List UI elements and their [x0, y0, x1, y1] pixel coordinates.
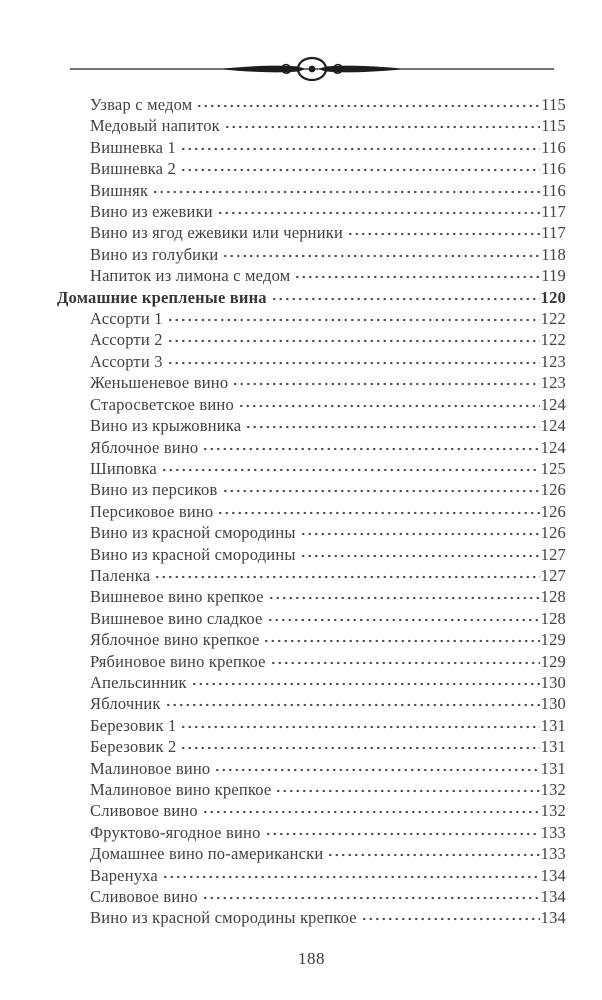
toc-entry: [57, 244, 566, 265]
toc-entry-page: 125: [540, 458, 566, 478]
toc-entry-title: Шиповка: [90, 458, 157, 478]
toc-entry-title: Фруктово-ягодное вино: [90, 822, 261, 842]
toc-entry-title: Вино из красной смородины: [90, 523, 296, 543]
toc-entry: [57, 415, 566, 436]
toc-entry-title: Ассорти 1: [90, 309, 163, 329]
toc-entry-page: 126: [540, 523, 566, 543]
toc-entry-title: Домашние крепленые вина: [57, 287, 267, 307]
toc-entry: [57, 222, 566, 243]
toc-entry-page: 134: [540, 887, 566, 907]
toc-entry: [57, 329, 566, 350]
toc-entry-title: Рябиновое вино крепкое: [90, 651, 266, 671]
toc-leader-dots: [180, 738, 539, 752]
toc-entry-title: Березовик 1: [90, 715, 177, 735]
toc-entry: [57, 715, 566, 736]
toc-entry-page: 122: [540, 330, 566, 350]
toc-entry: [57, 865, 566, 886]
toc-leader-dots: [214, 760, 539, 774]
toc-entry: [57, 758, 566, 779]
toc-leader-dots: [165, 695, 540, 709]
toc-entry-page: 122: [540, 309, 566, 329]
toc-entry: [57, 822, 566, 843]
toc-entry: [57, 886, 566, 907]
toc-entry: [57, 586, 566, 607]
toc-entry-title: Варенуха: [90, 865, 158, 885]
toc-leader-dots: [154, 567, 539, 581]
toc-entry-title: Березовик 2: [90, 737, 177, 757]
toc-entry-title: Ассорти 2: [90, 330, 163, 350]
toc-entry-page: 115: [541, 95, 566, 114]
toc-entry: [57, 458, 566, 479]
toc-entry-title: Вино из ежевики: [90, 202, 213, 222]
toc-leader-dots: [271, 289, 540, 303]
toc-entry-title: Напиток из лимона с медом: [90, 266, 291, 286]
toc-leader-dots: [245, 417, 539, 431]
toc-leader-dots: [268, 588, 540, 602]
toc-leader-dots: [267, 610, 540, 624]
toc-entry-title: Вино из ягод ежевики или черники: [90, 223, 343, 243]
toc-leader-dots: [238, 396, 540, 410]
toc-leader-dots: [191, 674, 540, 688]
toc-leader-dots: [217, 203, 540, 217]
toc-entry: [57, 351, 566, 372]
toc-entry-title: Яблочник: [90, 694, 161, 714]
toc-entry-page: 124: [540, 437, 566, 457]
toc-entry-page: 124: [540, 394, 566, 414]
page-number: 188: [298, 948, 325, 968]
toc-entry-title: Узвар с медом: [90, 95, 193, 114]
toc-entry-page: 120: [540, 287, 566, 307]
toc-entry: [57, 394, 566, 415]
toc-entry-title: Вишняк: [90, 180, 149, 200]
toc-entry: [57, 501, 566, 522]
toc-leader-dots: [167, 353, 540, 367]
toc-entry-title: Старосветское вино: [90, 394, 234, 414]
toc-entry-page: 134: [540, 865, 566, 885]
toc-entry-page: 132: [540, 801, 566, 821]
toc-entry-page: 131: [540, 758, 566, 778]
toc-entry: [57, 843, 566, 864]
toc-entry-page: 133: [540, 822, 566, 842]
toc-entry-title: Вино из красной смородины: [90, 544, 296, 564]
toc-entry-page: 127: [540, 565, 566, 585]
toc-entry: [57, 565, 566, 586]
toc-leader-dots: [217, 503, 539, 517]
toc-section-header: [57, 287, 566, 308]
toc-entry-page: 131: [540, 737, 566, 757]
toc-entry-title: Вишневое вино крепкое: [90, 587, 264, 607]
toc-entry-page: 127: [540, 544, 566, 564]
toc-entry: [57, 907, 566, 928]
floral-divider-icon: [68, 52, 556, 86]
toc-entry-title: Женьшеневое вино: [90, 373, 229, 393]
toc-entry: [57, 115, 566, 136]
toc-entry-page: 128: [540, 587, 566, 607]
toc-leader-dots: [263, 631, 539, 645]
toc-entry: [57, 608, 566, 629]
toc-leader-dots: [202, 439, 539, 453]
toc-leader-dots: [232, 374, 539, 388]
toc-entry-page: 131: [540, 715, 566, 735]
toc-leader-dots: [167, 310, 540, 324]
toc-entry-page: 129: [540, 630, 566, 650]
toc-entry-page: 117: [541, 202, 566, 222]
toc-entry: [57, 800, 566, 821]
toc-entry: [57, 629, 566, 650]
toc-leader-dots: [202, 802, 540, 816]
toc-entry: [57, 94, 566, 115]
toc-entry-title: Вишневка 1: [90, 137, 176, 157]
toc-entry: [57, 779, 566, 800]
toc-leader-dots: [222, 481, 540, 495]
toc-entry-page: 115: [541, 116, 566, 136]
toc-entry-title: Сливовое вино: [90, 887, 198, 907]
toc-entry-page: 132: [540, 780, 566, 799]
toc-entry-title: Медовый напиток: [90, 116, 220, 136]
toc-entry: [57, 308, 566, 329]
toc-entry: [57, 437, 566, 458]
toc-entry-page: 117: [541, 223, 566, 243]
toc-entry-page: 116: [541, 180, 566, 200]
toc-leader-dots: [270, 653, 540, 667]
toc-entry-page: 123: [540, 351, 566, 371]
header-ornament: [57, 52, 566, 86]
toc-entry-page: 128: [540, 608, 566, 628]
toc-entry-title: Апельсинник: [90, 672, 187, 692]
toc-leader-dots: [162, 867, 540, 881]
toc-entry-title: Сливовое вино: [90, 801, 198, 821]
toc-entry-title: Ассорти 3: [90, 351, 163, 371]
toc-entry-title: Вино из голубики: [90, 244, 219, 264]
toc-entry: [57, 158, 566, 179]
toc-entry: [57, 672, 566, 693]
toc-entry-page: 130: [540, 672, 566, 692]
toc-leader-dots: [161, 460, 540, 474]
toc-leader-dots: [275, 781, 539, 795]
toc-entry-title: Домашнее вино по-американски: [90, 844, 324, 864]
toc-entry: [57, 137, 566, 158]
toc-leader-dots: [265, 824, 540, 838]
toc-entry: [57, 201, 566, 222]
toc-leader-dots: [196, 96, 540, 110]
toc-leader-dots: [167, 331, 540, 345]
toc-entry-title: Яблочное вино крепкое: [90, 630, 260, 650]
toc-entry-title: Вино из крыжовника: [90, 416, 242, 436]
toc-entry-title: Персиковое вино: [90, 501, 214, 521]
toc-leader-dots: [361, 909, 540, 923]
toc-entry-page: 126: [540, 501, 566, 521]
toc-leader-dots: [327, 845, 539, 859]
toc-entry-title: Вино из красной смородины крепкое: [90, 908, 357, 928]
toc-leader-dots: [180, 160, 540, 174]
toc-entry-page: 130: [540, 694, 566, 714]
toc-leader-dots: [180, 717, 539, 731]
toc-leader-dots: [152, 182, 540, 196]
toc-leader-dots: [300, 546, 540, 560]
toc-entry-page: 118: [541, 244, 566, 264]
toc-leader-dots: [347, 224, 540, 238]
toc-entry-page: 119: [541, 266, 566, 286]
toc-entry-page: 134: [540, 908, 566, 928]
toc-entry: [57, 180, 566, 201]
toc-entry-title: Малиновое вино крепкое: [90, 780, 272, 799]
toc-entry: [57, 651, 566, 672]
toc-entry: [57, 372, 566, 393]
toc-entry-page: 126: [540, 480, 566, 500]
toc-entry-title: Вино из персиков: [90, 480, 218, 500]
toc-leader-dots: [300, 524, 540, 538]
toc-entry-page: 123: [540, 373, 566, 393]
toc-entry: [57, 265, 566, 286]
toc-entry-title: Вишневка 2: [90, 159, 176, 179]
toc-leader-dots: [180, 139, 540, 153]
toc-entry-page: 116: [541, 159, 566, 179]
toc-entry: [57, 522, 566, 543]
toc-entry-title: Яблочное вино: [90, 437, 199, 457]
toc-entry-page: 133: [540, 844, 566, 864]
toc-entry: [57, 544, 566, 565]
toc-entry-title: Малиновое вино: [90, 758, 211, 778]
toc-leader-dots: [222, 246, 540, 260]
toc-entry-page: 116: [541, 137, 566, 157]
toc-entry: [57, 736, 566, 757]
toc-entry: [57, 479, 566, 500]
toc-entry-title: Вишневое вино сладкое: [90, 608, 263, 628]
toc-entry-title: Паленка: [90, 565, 151, 585]
toc-leader-dots: [224, 117, 540, 131]
toc-leader-dots: [294, 267, 540, 281]
toc-leader-dots: [202, 888, 540, 902]
toc-list: [57, 94, 566, 929]
toc-entry: [57, 693, 566, 714]
toc-entry-page: 129: [540, 651, 566, 671]
toc-entry-page: 124: [540, 416, 566, 436]
